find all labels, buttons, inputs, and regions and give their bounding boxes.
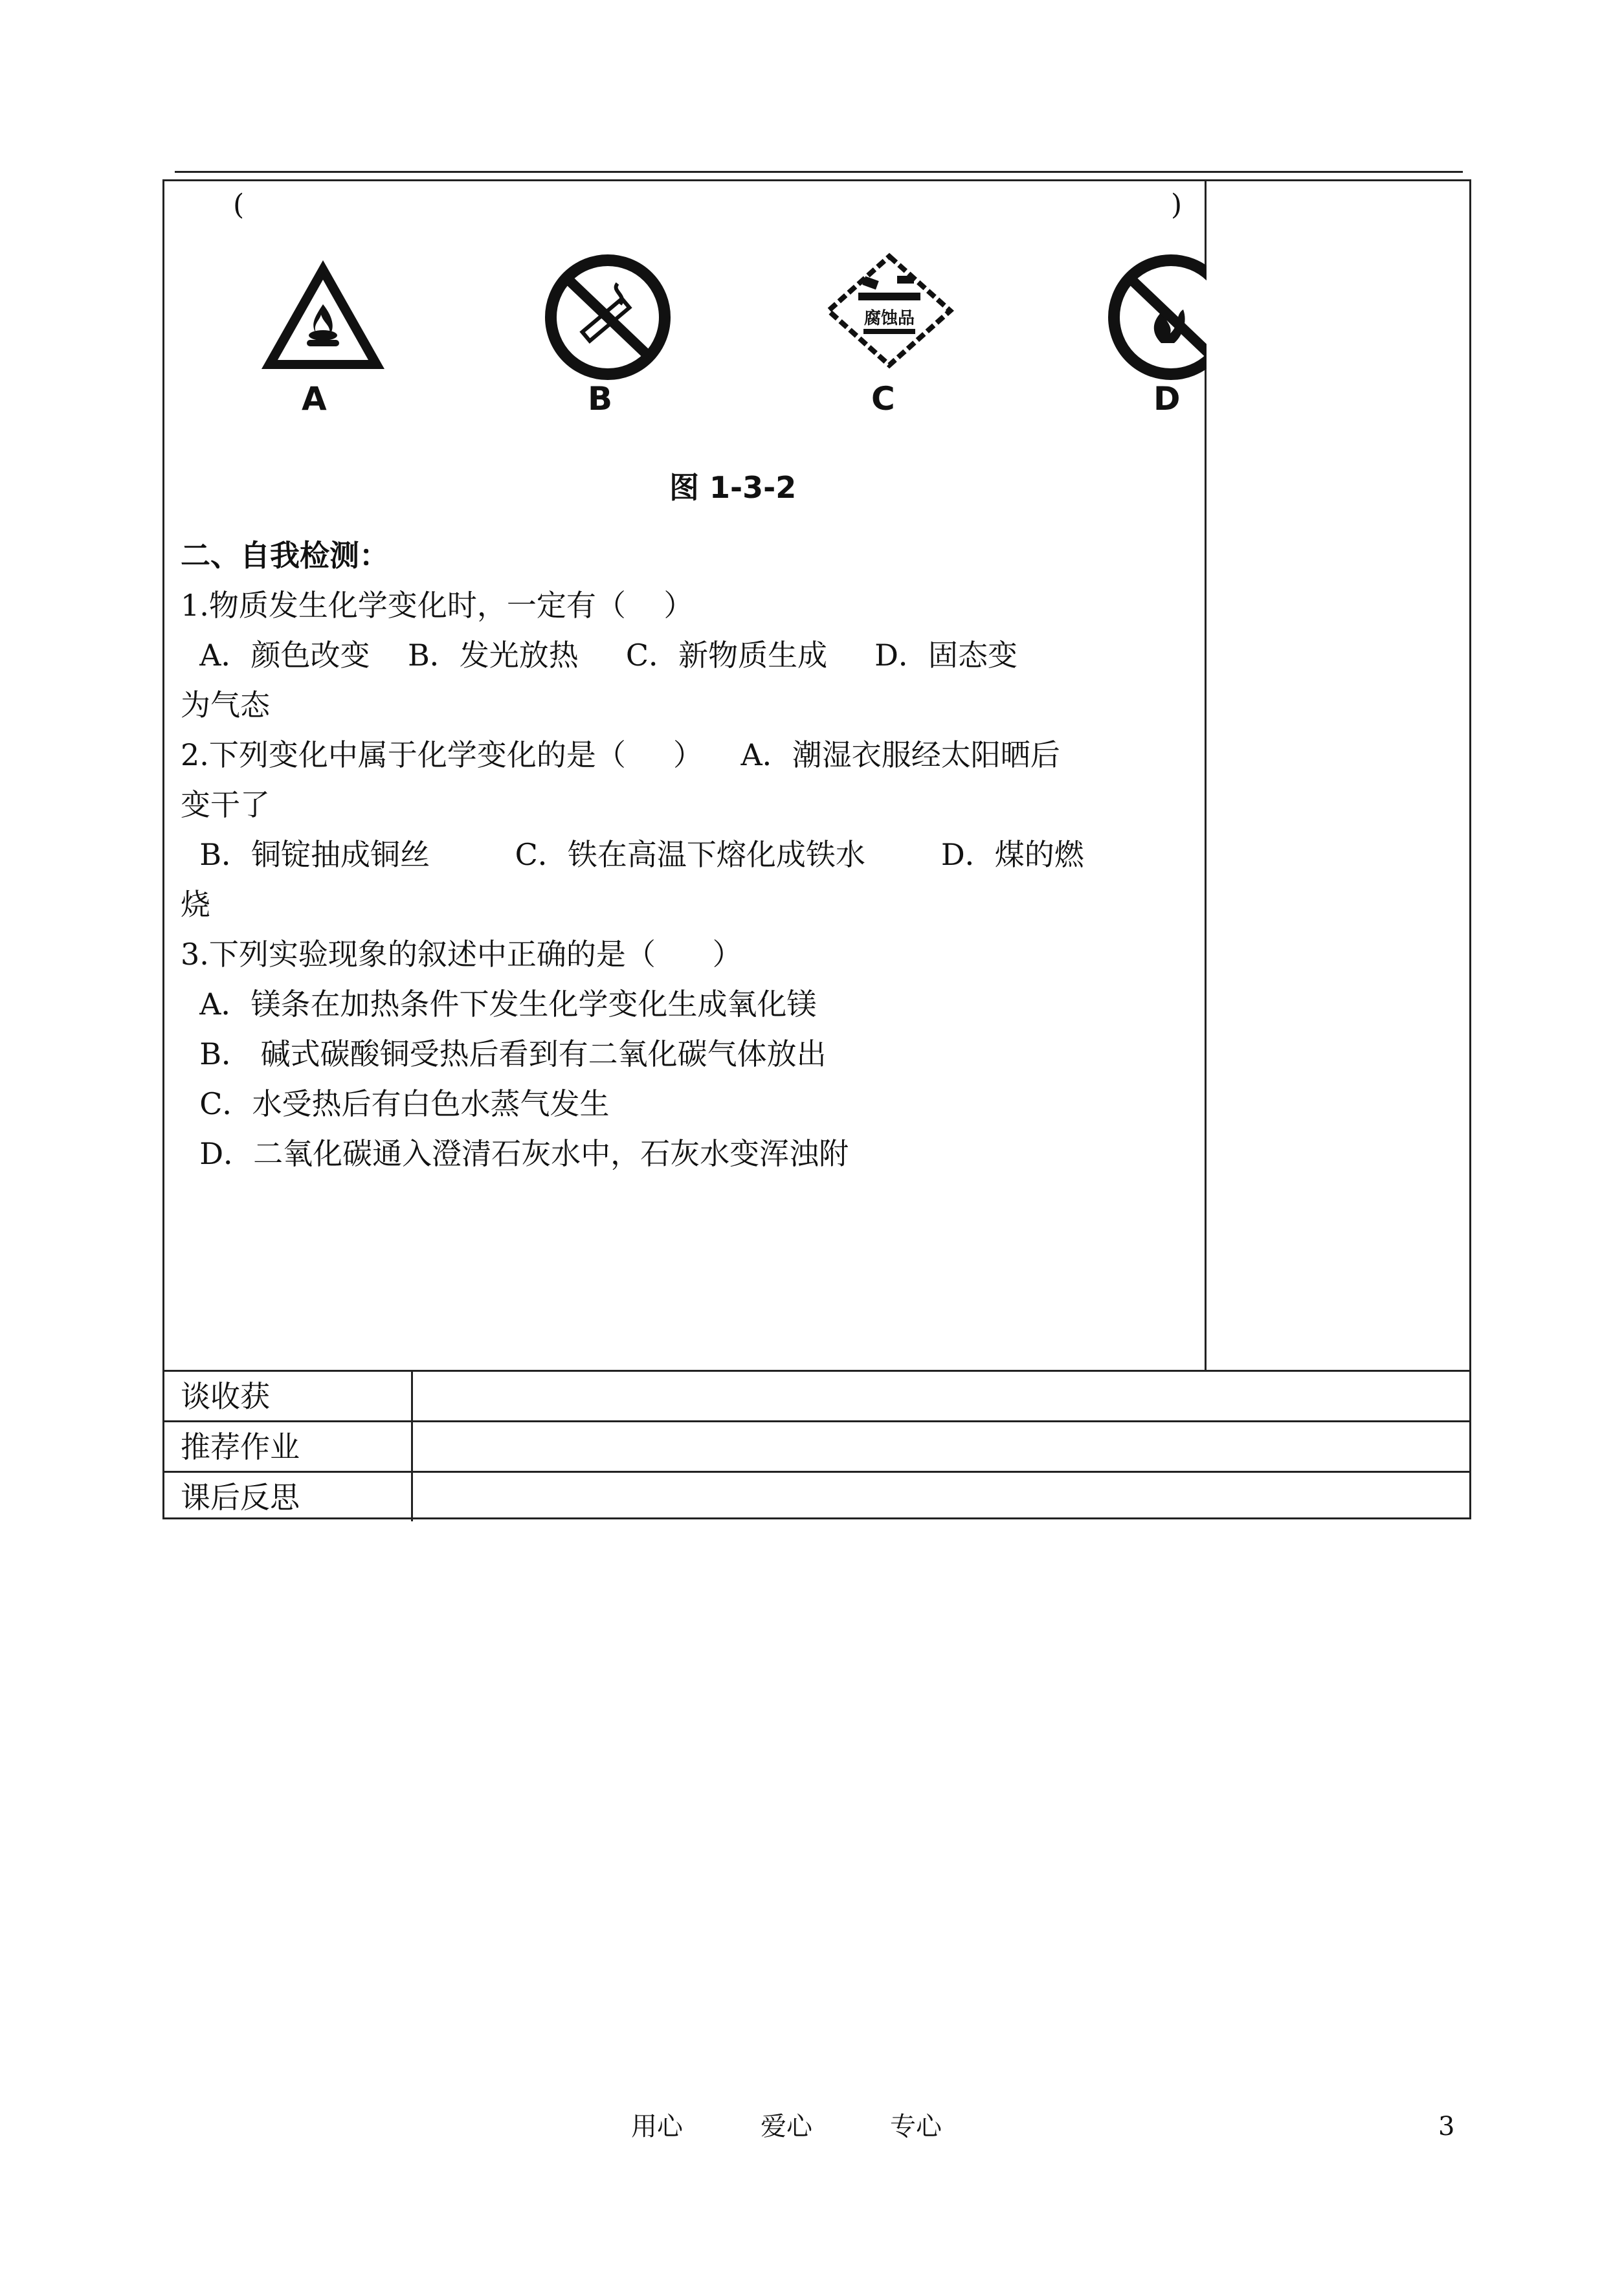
- row-harvest-label: 谈收获: [181, 1379, 270, 1414]
- question-1: 1.物质发生化学变化时，一定有（ ）: [181, 588, 694, 623]
- footer-middle: 爱心: [761, 2112, 812, 2142]
- question-3-option-b: B． 碱式碳酸铜受热后看到有二氧化碳气体放出: [181, 1036, 827, 1071]
- self-check-section: [181, 531, 1203, 1179]
- question-1-options: A．颜色改变 B．发光放热 C．新物质生成 D．固态变: [181, 638, 1018, 673]
- question-3-option-c: C．水受热后有白色水蒸气发生: [181, 1086, 610, 1121]
- figure-caption: 图 1-3-2: [669, 470, 797, 505]
- question-2-options-cont: 烧: [181, 887, 210, 922]
- question-2-cont: 变干了: [181, 787, 270, 822]
- sign-c-letter: C: [871, 380, 895, 418]
- no-smoking-icon: [540, 252, 676, 388]
- question-3-option-a: A．镁条在加热条件下发生化学变化生成氧化镁: [181, 987, 817, 1022]
- lesson-table: [162, 179, 1471, 1519]
- header-rule: [175, 171, 1463, 173]
- main-content-cell: [164, 181, 1207, 1370]
- answer-paren-close: ): [1171, 188, 1183, 221]
- question-2-options: B．铜锭抽成铜丝 C．铁在高温下熔化成铁水 D．煤的燃: [181, 837, 1084, 872]
- row-reflection-label: 课后反思: [181, 1480, 300, 1515]
- row-divider: [411, 1422, 413, 1471]
- no-fire-icon: [1103, 252, 1207, 388]
- sign-d-letter: D: [1153, 380, 1181, 418]
- question-3-option-d: D．二氧化碳通入澄清石灰水中，石灰水变浑浊附: [181, 1136, 849, 1171]
- row-divider: [411, 1473, 413, 1521]
- row-divider: [411, 1372, 413, 1420]
- question-2: 2.下列变化中属于化学变化的是（ ） A．潮湿衣服经太阳晒后: [181, 737, 1060, 772]
- sign-a-letter: A: [302, 380, 327, 418]
- footer-right: 专心: [890, 2112, 942, 2142]
- corrosive-icon: [825, 252, 954, 369]
- row-homework-label: 推荐作业: [181, 1429, 300, 1464]
- corrosive-label: 腐蚀品: [863, 309, 915, 328]
- row-homework: [164, 1420, 1469, 1471]
- safety-signs-figure: [203, 252, 1207, 447]
- sign-b-letter: B: [588, 380, 613, 418]
- question-3: 3.下列实验现象的叙述中正确的是（ ）: [181, 937, 742, 972]
- section-heading: 二、自我检测：: [181, 538, 389, 573]
- answer-paren-open: (: [233, 188, 245, 221]
- footer-left: 用心: [631, 2112, 683, 2142]
- question-1-options-cont: 为气态: [181, 688, 270, 722]
- row-reflection: [164, 1471, 1469, 1521]
- page-number: 3: [1438, 2112, 1455, 2142]
- row-harvest: [164, 1370, 1469, 1420]
- flammable-warning-icon: [255, 252, 391, 382]
